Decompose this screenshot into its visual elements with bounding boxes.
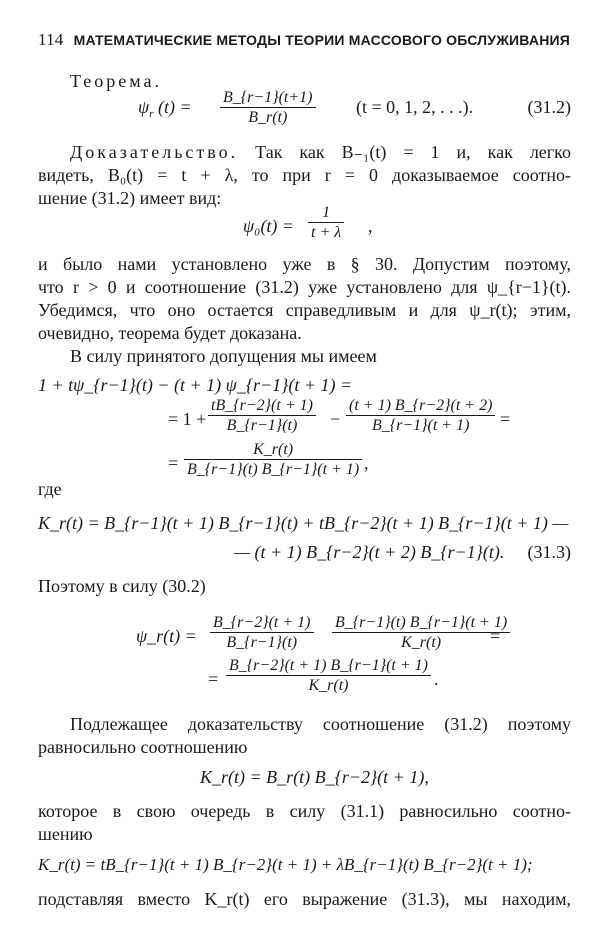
theorem-label: Теорема.	[70, 71, 163, 91]
closing-line-4: шению	[38, 824, 93, 844]
derivation-row-2: = 1 + $\frac{tB\_\{r-2\}(t + 1)}{B\_\{r-1\}(t)}$ − $\frac{(t + 1) B\_\{r-2\}(t + 2)}{B\_\{r-1\}(t + 1)}$ =	[168, 397, 511, 434]
proof-line-3: шение (31.2) имеет вид:	[38, 188, 222, 208]
theorem-condition: (t = 0, 1, 2, . . .).	[356, 97, 474, 117]
proof-line-1: Доказательство. Так как B₋₁(t) = 1 и, как легко	[70, 142, 572, 162]
running-header	[38, 30, 578, 50]
proof-line-6: Убедимся, что оно остается справедливым и для ψ_r(t); этим,	[38, 300, 571, 320]
proof-line-7: очевидно, теорема будет доказана.	[38, 323, 302, 343]
closing-line-2: равносильно соотношению	[38, 737, 248, 757]
consequence-row-2: = $\frac{B\_\{r-2\}(t + 1) B\_\{r-1\}(t + 1)}{K\_r(t)}$ .	[208, 657, 439, 694]
proof-line-8: В силу принятого допущения мы имеем	[70, 346, 377, 366]
consequence-row-1: ψ_r(t) = $\frac{B\_\{r-2\}(t + 1)}{B\_\{r-1\}(t)}$ $\frac{B\_\{r-1\}(t) B\_\{r-1\}(t + 1)}{K\_r(t)}$ =	[38, 613, 571, 657]
closing-line-3: которое в свою очередь в силу (31.1) равносильно соотно-	[38, 801, 571, 821]
k-definition-line-1: K_r(t) = B_{r−1}(t + 1) B_{r−1}(t) + tB_{r−2}(t + 1) B_{r−1}(t + 1) —	[38, 513, 569, 533]
consequence-intro: Поэтому в силу (30.2)	[38, 576, 206, 596]
running-title: МАТЕМАТИЧЕСКИЕ МЕТОДЫ ТЕОРИИ МАССОВОГО ОБСЛУЖИВАНИЯ	[73, 32, 571, 48]
equation-number: (31.3)	[527, 542, 571, 562]
closing-equation-1: K_r(t) = B_r(t) B_{r−2}(t + 1),	[200, 767, 429, 787]
theorem-fraction: $\frac{B\_\{r-1\}(t+1)}{B\_r(t)}$	[220, 88, 316, 127]
closing-line-5: подставляя вместо K_r(t) его выражение (31.3), мы находим,	[38, 889, 571, 909]
closing-equation-2: K_r(t) = tB_{r−1}(t + 1) B_{r−2}(t + 1) + λB_{r−1}(t) B_{r−2}(t + 1);	[38, 855, 533, 874]
eq-lhs: ψ	[138, 97, 150, 117]
proof-line-4: и было нами установлено уже в § 30. Допустим поэтому,	[38, 254, 571, 274]
derivation-row-1: 1 + tψ_{r−1}(t) − (t + 1) ψ_{r−1}(t + 1) =	[38, 375, 353, 395]
proof-label: Доказательство.	[70, 142, 239, 162]
proof-line-5: что r > 0 и соотношение (31.2) уже установлено для ψ_{r−1}(t).	[38, 277, 571, 297]
proof-equation: ψ₀(t) = $\frac{1}{t + \lambda}$ ,	[243, 204, 373, 241]
derivation-row-3: = $\frac{K\_r(t)}{B\_\{r-1\}(t) B\_\{r-1\}(t + 1)}$ ,	[168, 441, 369, 478]
page-number: 114	[38, 30, 64, 49]
closing-line-1: Подлежащее доказательству соотношение (31.2) поэтому	[70, 714, 571, 734]
book-page: 114 МАТЕМАТИЧЕСКИЕ МЕТОДЫ ТЕОРИИ МАССОВОГО ОБСЛУЖИВАНИЯ Теорема. $\psi_r$ (t) = $\frac{B\_\{r-1\}(t+1)}{B\_r(t)}$ (t = 0, 1, 2, . . .). (31.2) Доказательство. Так как B₋₁(t) = 1 и, как легко видеть, B₀(t) = t + λ, то при r = 0 доказываемое соотно- шение (31.2) имеет вид: ψ₀(t) = $\frac{1}{t + \lambda}$ , и было нами установлено уже в § 30. Допустим поэтому, что r > 0 и соотношение (31.2) уже установлено для ψ_{r−1}(t). Убедимся, что оно остается справедливым и для ψ_r(t); этим, очевидно, теорема будет доказана. В силу принятого допущения мы имеем 1 + tψ_{r−1}(t) − (t + 1) ψ_{r−1}(t + 1) = = 1 + $\frac{tB\_\{r-2\}(t + 1)}{B\_\{r-1\}(t)}$ − $\frac{(t + 1) B\_\{r-2\}(t + 2)}{B\_\{r-1\}(t + 1)}$ = = $\frac{K\_r(t)}{B\_\{r-1\}(t) B\_\{r-1\}(t + 1)}$ , где K_r(t) = B_{r−1}(t + 1) B_{r−1}(t) + tB_{r−2}(t + 1) B_{r−1}(t + 1) — — (t + 1) B_{r−2}(t + 2) B_{r−1}(t). (31.3) Поэтому в силу (30.2) ψ_r(t) = $\frac{B\_\{r-2\}(t + 1)}{B\_\{r-1\}(t)}$ $\frac{B\_\{r-1\}(t) B\_\{r-1\}(t + 1)}{K\_r(t)}$ = = $\frac{B\_\{r-2\}(t + 1) B\_\{r-1\}(t + 1)}{K\_r(t)}$ . Подлежащее доказательству соотношение (31.2) поэтому равносильно соотношению K_r(t) = B_r(t) B_{r−2}(t + 1), которое в свою очередь в силу (31.1) равносильно соотно- шению K_r(t) = tB_{r−1}(t + 1) B_{r−2}(t + 1) + λB_{r−1}(t) B_{r−2}(t + 1); подставляя вместо K_r(t) его выражение (31.3), мы находим,	[0, 0, 608, 950]
proof-line-2: видеть, B₀(t) = t + λ, то при r = 0 доказываемое соотно-	[38, 165, 571, 185]
equation-number: (31.2)	[527, 97, 571, 117]
theorem-equation: $\psi_r$ (t) = $\frac{B\_\{r-1\}(t+1)}{B\_r(t)}$ (t = 0, 1, 2, . . .). (31.2)	[138, 89, 571, 126]
where-label: где	[38, 479, 62, 499]
